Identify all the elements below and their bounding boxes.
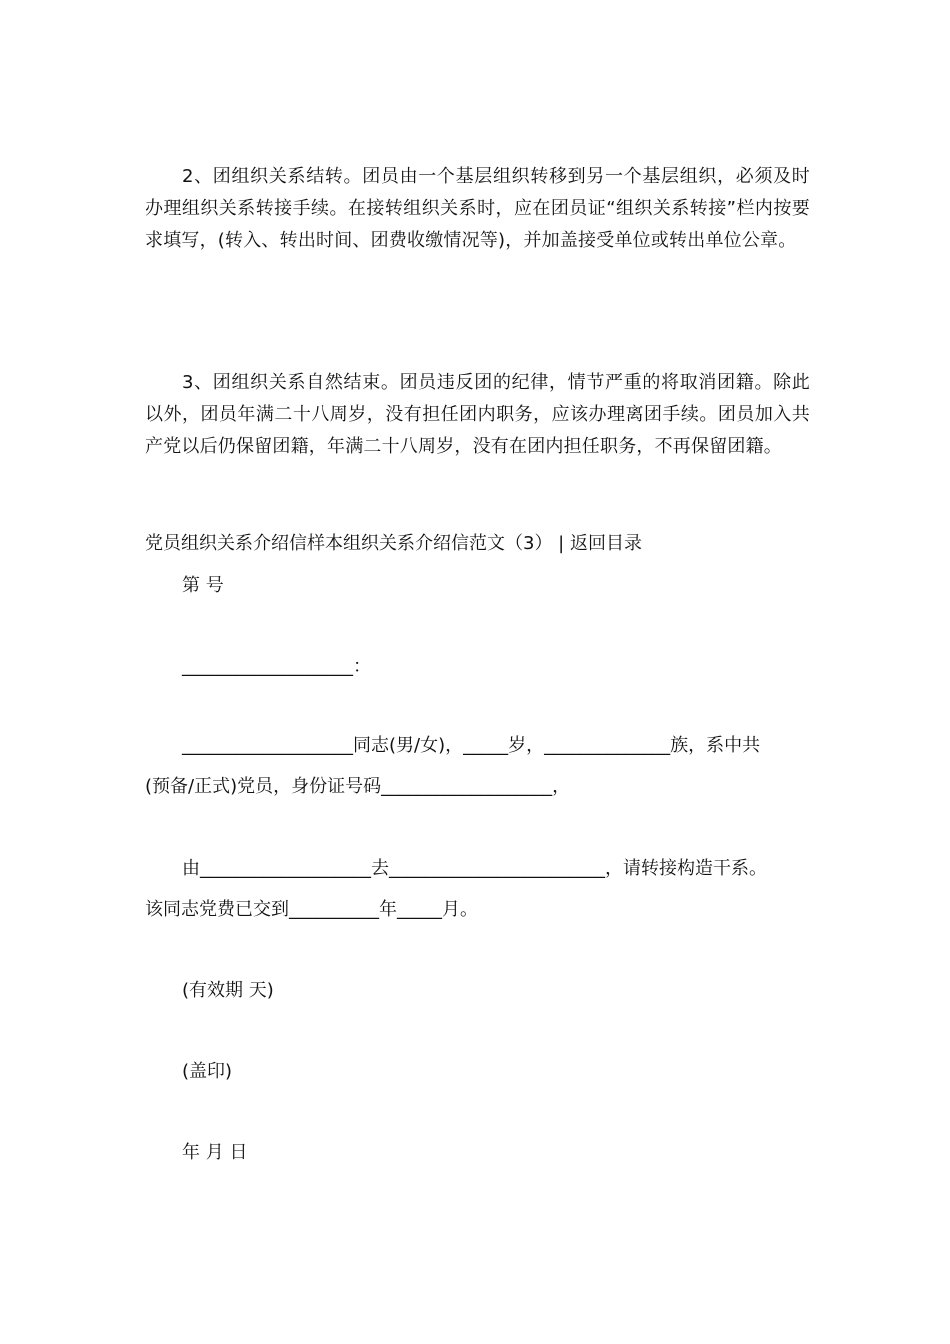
paragraph-membership-transfer: 2、团组织关系结转。团员由一个基层组织转移到另一个基层组织，必须及时办理组织关系转接手续。在接转组织关系时，应在团员证“组织关系转接”栏内按要求填写，(转入、转出时间、团费收缴情况等)，并加盖接受单位或转出单位公章。 [145, 166, 810, 251]
paragraph-membership-end: 3、团组织关系自然结束。团员违反团的纪律，情节严重的将取消团籍。除此以外，团员年满二十八周岁，没有担任团内职务，应该办理离团手续。团员加入共产党以后仍保留团籍，年满二十八周岁，没有在团内担任职务，不再保留团籍。 [145, 372, 810, 457]
letter-number-line: 第 号 [182, 575, 224, 596]
letter-body2-line1: 由___________________去________________________，请转接构造干系。 [182, 858, 767, 879]
back-to-contents-link[interactable]: 返回目录 [569, 533, 642, 554]
letter-body2-line2: 该同志党费已交到__________年_____月。 [145, 899, 478, 920]
section-separator: | [552, 533, 570, 554]
letter-seal: (盖印) [182, 1061, 233, 1082]
letter-body1-line1: ___________________同志(男/女)，_____岁，______________族，系中共 [182, 735, 761, 756]
letter-body1-line2: (预备/正式)党员，身份证号码___________________， [145, 776, 571, 797]
section-title: 党员组织关系介绍信样本组织关系介绍信范文（3） [145, 533, 553, 554]
letter-validity: (有效期 天) [182, 980, 274, 1001]
letter-addressee-line: ___________________： [182, 656, 371, 677]
letter-date: 年 月 日 [182, 1142, 248, 1163]
section-heading [145, 528, 642, 560]
